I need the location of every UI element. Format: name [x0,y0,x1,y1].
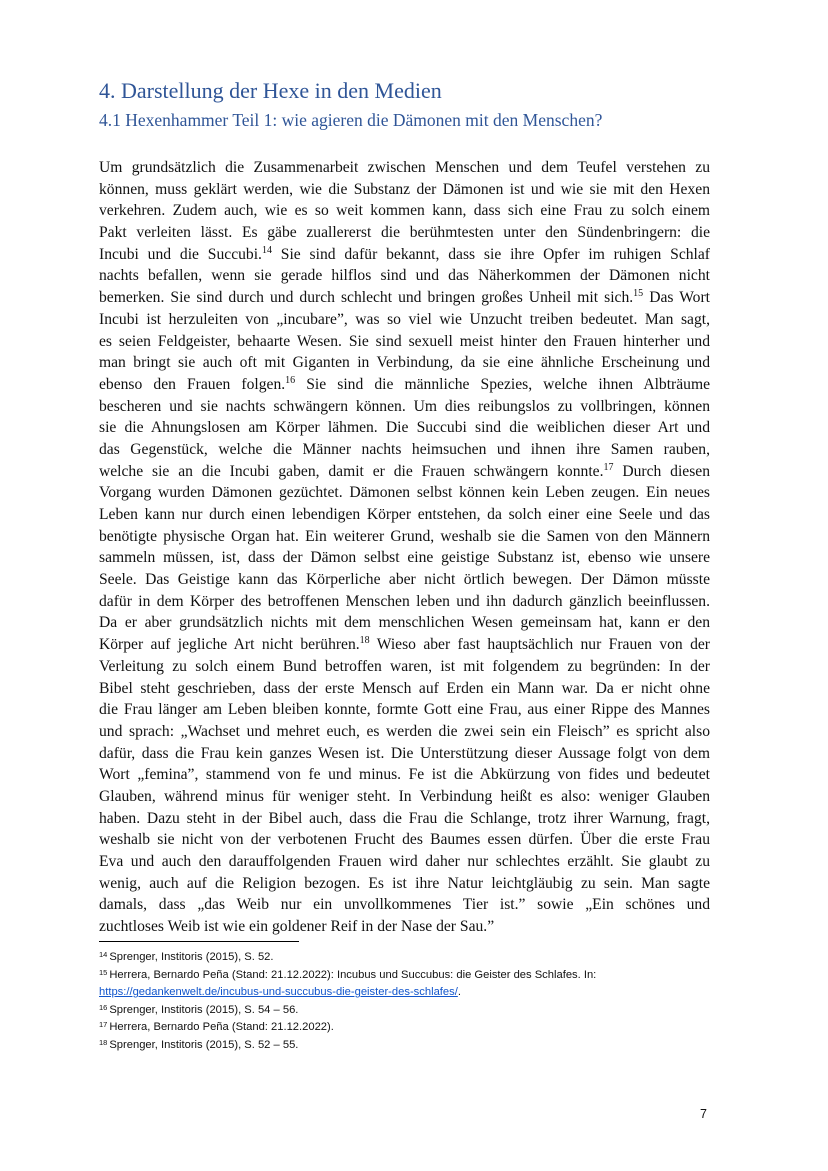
footnote-item [99,967,719,985]
body-line [99,721,710,743]
footnote-number: 18 [99,1037,108,1047]
body-line-text: welche sie an die Incubi gaben, damit er die Frauen schwängern konnte. [99,462,604,480]
body-line-text: Sie sind die männliche Spezies, welche ihnen Albträume [295,375,710,393]
body-line [99,157,710,179]
footnotes [99,949,719,1055]
body-line-text: Verleitung zu solch einem Bund betroffen waren, ist mit folgendem zu begründen: In der [99,657,710,675]
body-line [99,678,710,700]
footnote-item [99,1037,719,1055]
body-line [99,396,710,418]
body-line-text: man bringt sie auch oft mit Giganten in Verbindung, da sie eine ähnliche Erscheinung und [99,354,710,372]
body-line-text: ebenso den Frauen folgen. [99,375,286,393]
body-line-text: Seele. Das Geistige kann das Körperliche aber nicht örtlich bewegen. Der Dämon müsste [99,571,710,589]
body-line [99,808,710,830]
body-line-text: Incubi ist herzuleiten von „incubare”, was so viel wie Unzucht treiben bedeutet. Man sagt, [99,310,710,328]
body-line [99,699,710,721]
body-line [99,265,710,287]
footnote-number: 17 [99,1020,108,1030]
body-line [99,287,710,309]
body-line [99,656,710,678]
footnote-number: 15 [99,967,108,977]
body-line [99,417,710,439]
body-line-text: Incubi und die Succubi. [99,245,262,263]
body-line [99,829,710,851]
body-line [99,634,710,656]
footnote-item [99,949,719,967]
body-line-text: Wort „femina”, stammend von fe und minus. Fe ist die Abkürzung von fides und bedeutet [99,766,710,784]
body-line [99,461,710,483]
body-line-text: wenig, auch auf die Religion bezogen. Es ist ihre Natur leichtgläubig zu sein. Man sagte [99,874,710,892]
body-line-text: es seien Feldgeister, behaarte Wesen. Sie sind sexuell meist hinter den Frauen hinterher und [99,332,710,350]
body-line-text: Pakt verleiten lässt. Es gäbe zuallererst die berühmtesten unter den Sündenbringern: die [99,224,710,242]
footnote-marker: 15 [633,288,644,300]
footnote-text: Sprenger, Institoris (2015), S. 52. [109,951,274,963]
chapter-heading: 4. Darstellung der Hexe in den Medien [99,78,442,103]
body-line-text: bescheren und sie nachts schwängern können. Um dies reibungslos zu vollbringen, können [99,397,710,415]
body-line [99,743,710,765]
body-paragraph [99,157,710,938]
body-line [99,569,710,591]
footnote-marker: 17 [603,461,614,473]
body-line-text: Glauben, während minus für weniger steht. In Verbindung heißt es also: weniger Glauben [99,787,710,805]
footnote-marker: 14 [261,244,272,256]
footnote-item [99,1002,719,1020]
body-line-text: Leben kann nur durch einen lebendigen Körper entstehen, da solch einer eine Seele und das [99,506,710,523]
body-line [99,222,710,244]
body-line [99,309,710,331]
body-line-text: haben. Dazu steht in der Bibel auch, dass die Frau die Schlange, trotz ihrer Warnung, fragt, [99,809,710,827]
body-line [99,331,710,353]
body-line-text: und sprach: „Wachset und mehret euch, es werden die zwei sein ein Fleisch” es spricht also [99,722,710,740]
footnote-text: . [457,986,461,999]
body-line [99,873,710,895]
body-line-text: die Frau länger am Leben bleiben konnte, formte Gott eine Frau, aus einer Rippe des Mannes [99,701,710,719]
section-heading: 4.1 Hexenhammer Teil 1: wie agieren die Dämonen mit den Menschen? [99,110,603,130]
footnote-marker: 16 [285,374,296,386]
body-line-text: Durch diesen [613,462,710,480]
body-line [99,200,710,222]
body-line [99,916,710,938]
footnote-marker: 18 [359,635,370,647]
body-line-text: damals, dass „das Weib nur ein unvollkommenes Tier ist.” sowie „Ein schönes und [99,896,710,914]
body-line [99,547,710,569]
body-line-text: das Gegenstück, welche die Männer nachts heimsuchen und ihnen ihre Samen rauben, [99,440,710,458]
footnote-item [99,984,719,1002]
body-line-text: Vorgang wurden Dämonen gezüchtet. Dämonen selbst können kein Leben zeugen. Ein neues [99,484,710,502]
footnote-text: Herrera, Bernardo Peña (Stand: 21.12.2022): Incubus und Succubus: die Geister des Schlafes. In: [109,968,597,981]
body-line-text: dafür, dass die Frau kein ganzes Wesen ist. Die Unterstützung dieser Aussage folgt von dem [99,744,710,762]
body-line-text: sie die Ahnungslosen am Körper lähmen. Die Succubi sind die weiblichen dieser Art und [99,419,710,437]
body-line [99,526,710,548]
body-line [99,894,710,916]
footnote-text: Sprenger, Institoris (2015), S. 54 – 56. [109,1003,299,1016]
body-line [99,504,710,526]
footnote-item [99,1019,719,1037]
body-line [99,764,710,786]
footnote-text: Herrera, Bernardo Peña (Stand: 21.12.2022). [109,1021,334,1034]
body-line [99,591,710,613]
body-line-text: weshalb sie nicht von der verbotenen Frucht des Baumes essen dürfen. Über die erste Frau [99,831,710,849]
body-line [99,439,710,461]
body-line-text: Um grundsätzlich die Zusammenarbeit zwischen Menschen und dem Teufel verstehen zu [99,159,710,176]
body-line-text: verkehren. Zudem auch, wie es so weit kommen kann, dass sich eine Frau zu solch einem [99,202,710,220]
body-line-text: benötigte physische Organ hat. Ein weiterer Grund, weshalb sie die Samen von den Männern [99,527,710,545]
footnote-text: Sprenger, Institoris (2015), S. 52 – 55. [109,1038,299,1051]
body-line-text: bemerken. Sie sind durch und durch schlecht und bringen großes Unheil mit sich. [99,289,634,307]
page-number: 7 [700,1107,707,1121]
body-line-text: Das Wort [643,289,711,307]
footnote-number: 14 [99,950,108,959]
body-line-text: Eva und auch den darauffolgenden Frauen wird daher nur schlechtes erzählt. Sie glaubt zu [99,853,710,870]
footnote-number: 16 [99,1002,108,1012]
body-line [99,179,710,201]
body-line [99,482,710,504]
body-line-text: dafür in dem Körper des betroffenen Menschen leben und ihn dadurch gänzlich beeinflussen. [99,592,710,610]
body-line [99,612,710,634]
body-line-text: Da er aber grundsätzlich nichts mit dem menschlichen Wesen gemeinsam hat, kann er den [99,614,710,632]
body-line-text: Wieso aber fast hauptsächlich nur Frauen von der [369,636,710,654]
body-line-text: können, muss geklärt werden, wie die Substanz der Dämonen ist und wie sie mit den Hexen [99,180,710,198]
body-line [99,851,710,873]
body-line-text: Körper auf jegliche Art nicht berühren. [99,636,360,654]
body-line-text: nachts befallen, wenn sie gerade hilflos sind und das Näherkommen der Dämonen nicht [99,267,710,285]
body-line [99,352,710,374]
body-line [99,244,710,266]
body-line [99,786,710,808]
footnote-link[interactable]: https://gedankenwelt.de/incubus-und-succubus-die-geister-des-schlafes/ [99,986,458,999]
body-line-text: Sie sind dafür bekannt, dass sie ihre Opfer im ruhigen Schlaf [271,245,710,263]
body-line-text: zuchtloses Weib ist wie ein goldener Reif in der Nase der Sau.” [99,918,495,936]
footnote-separator [99,941,299,942]
body-line [99,374,710,396]
body-line-text: sammeln müssen, ist, dass der Dämon selbst eine geistige Substanz ist, ebenso wie unsere [99,549,710,567]
body-line-text: Bibel steht geschrieben, dass der erste Mensch auf Erden ein Mann war. Da er nicht ohne [99,679,710,697]
